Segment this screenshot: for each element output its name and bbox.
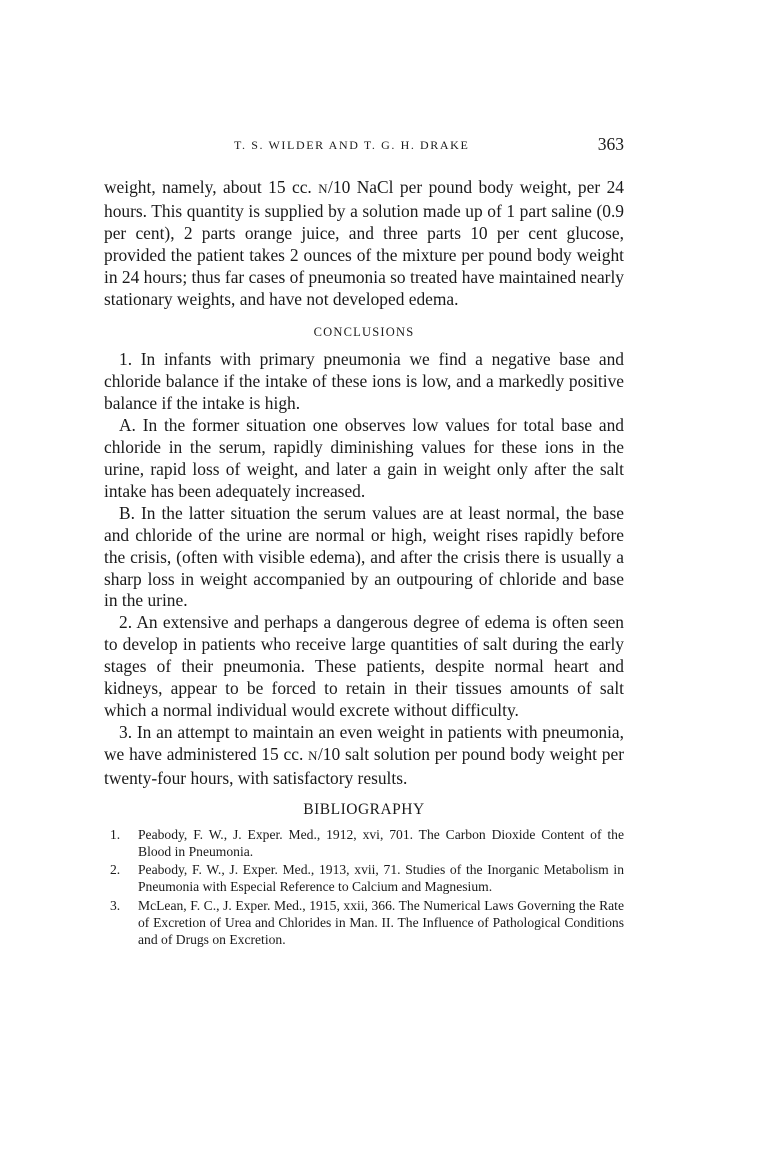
bibliography-entry <box>110 897 624 949</box>
bibliography-entry <box>110 861 624 896</box>
conclusion-3 <box>104 722 624 790</box>
text-run: /10 salt solution per pound body weight per twenty-four hours, with satisfactory results. <box>104 743 624 788</box>
entry-number: 3. <box>110 897 121 913</box>
text-run: weight, namely, about 15 cc. <box>104 177 319 197</box>
running-head-authors: T. S. WILDER AND T. G. H. DRAKE <box>234 138 470 152</box>
conclusion-1b: B. In the latter situation the serum values are at least normal, the base and chloride of the urine are normal or high, weight rises rapidly before the crisis, (often with visible edema), and after the crisis there is usually a sharp loss in weight accompanied by an outpouring of chloride and base in the urine. <box>104 502 624 611</box>
entry-text: McLean, F. C., J. Exper. Med., 1915, xxii, 366. The Numerical Laws Governing the Rate of Excretion of Urea and Chlorides in Man. II. The Influence of Pathological Conditions and of Drugs on Excretion. <box>138 897 624 948</box>
conclusions-heading: CONCLUSIONS <box>313 325 415 340</box>
bibliography-entry <box>110 826 624 861</box>
text-run: /10 NaCl per pound body weight, per 24 hours. This quantity is supplied by a solution made up of 1 part saline (0.9 per cent), 2 parts orange juice, and three parts 10 per cent glucose, provided the patient takes 2 ounces of the mixture per pound body weight in 24 hours; thus far cases of pneumonia so treated have maintained nearly stationary weights, and have not developed edema. <box>104 177 624 309</box>
text-run: 3. In an attempt to maintain an even weight in patients with pneumonia, we have administered 15 cc. <box>104 721 624 764</box>
entry-text: Peabody, F. W., J. Exper. Med., 1912, xvi, 701. The Carbon Dioxide Content of the Blood in Pneumonia. <box>138 826 624 859</box>
conclusion-1: 1. In infants with primary pneumonia we find a negative base and chloride balance if the intake of these ions is low, and a markedly positive balance if the intake is high. <box>104 349 624 414</box>
continuation-paragraph <box>104 177 624 310</box>
normality-symbol: N <box>308 748 318 763</box>
entry-number: 2. <box>110 862 121 878</box>
bibliography-list <box>104 826 624 949</box>
entry-text: Peabody, F. W., J. Exper. Med., 1913, xvii, 71. Studies of the Inorganic Metabolism in Pneumonia with Especial Reference to Calcium and Magnesium. <box>138 862 624 895</box>
page-number: 363 <box>597 134 624 154</box>
article-body <box>104 177 624 950</box>
entry-number: 1. <box>110 826 121 842</box>
bibliography-heading: BIBLIOGRAPHY <box>303 800 425 818</box>
conclusion-2: 2. An extensive and perhaps a dangerous degree of edema is often seen to develop in patients who receive large quantities of salt during the early stages of their pneumonia. These patients, despite normal heart and kidneys, appear to be forced to retain in their tissues amounts of salt which a normal individual would excrete without difficulty. <box>104 612 624 720</box>
conclusion-1a: A. In the former situation one observes low values for total base and chloride in the serum, rapidly diminishing values for these ions in the urine, rapid loss of weight, and later a gain in weight only after the salt intake has been adequately increased. <box>104 415 624 501</box>
running-head <box>104 134 624 156</box>
normality-symbol: N <box>318 182 329 196</box>
